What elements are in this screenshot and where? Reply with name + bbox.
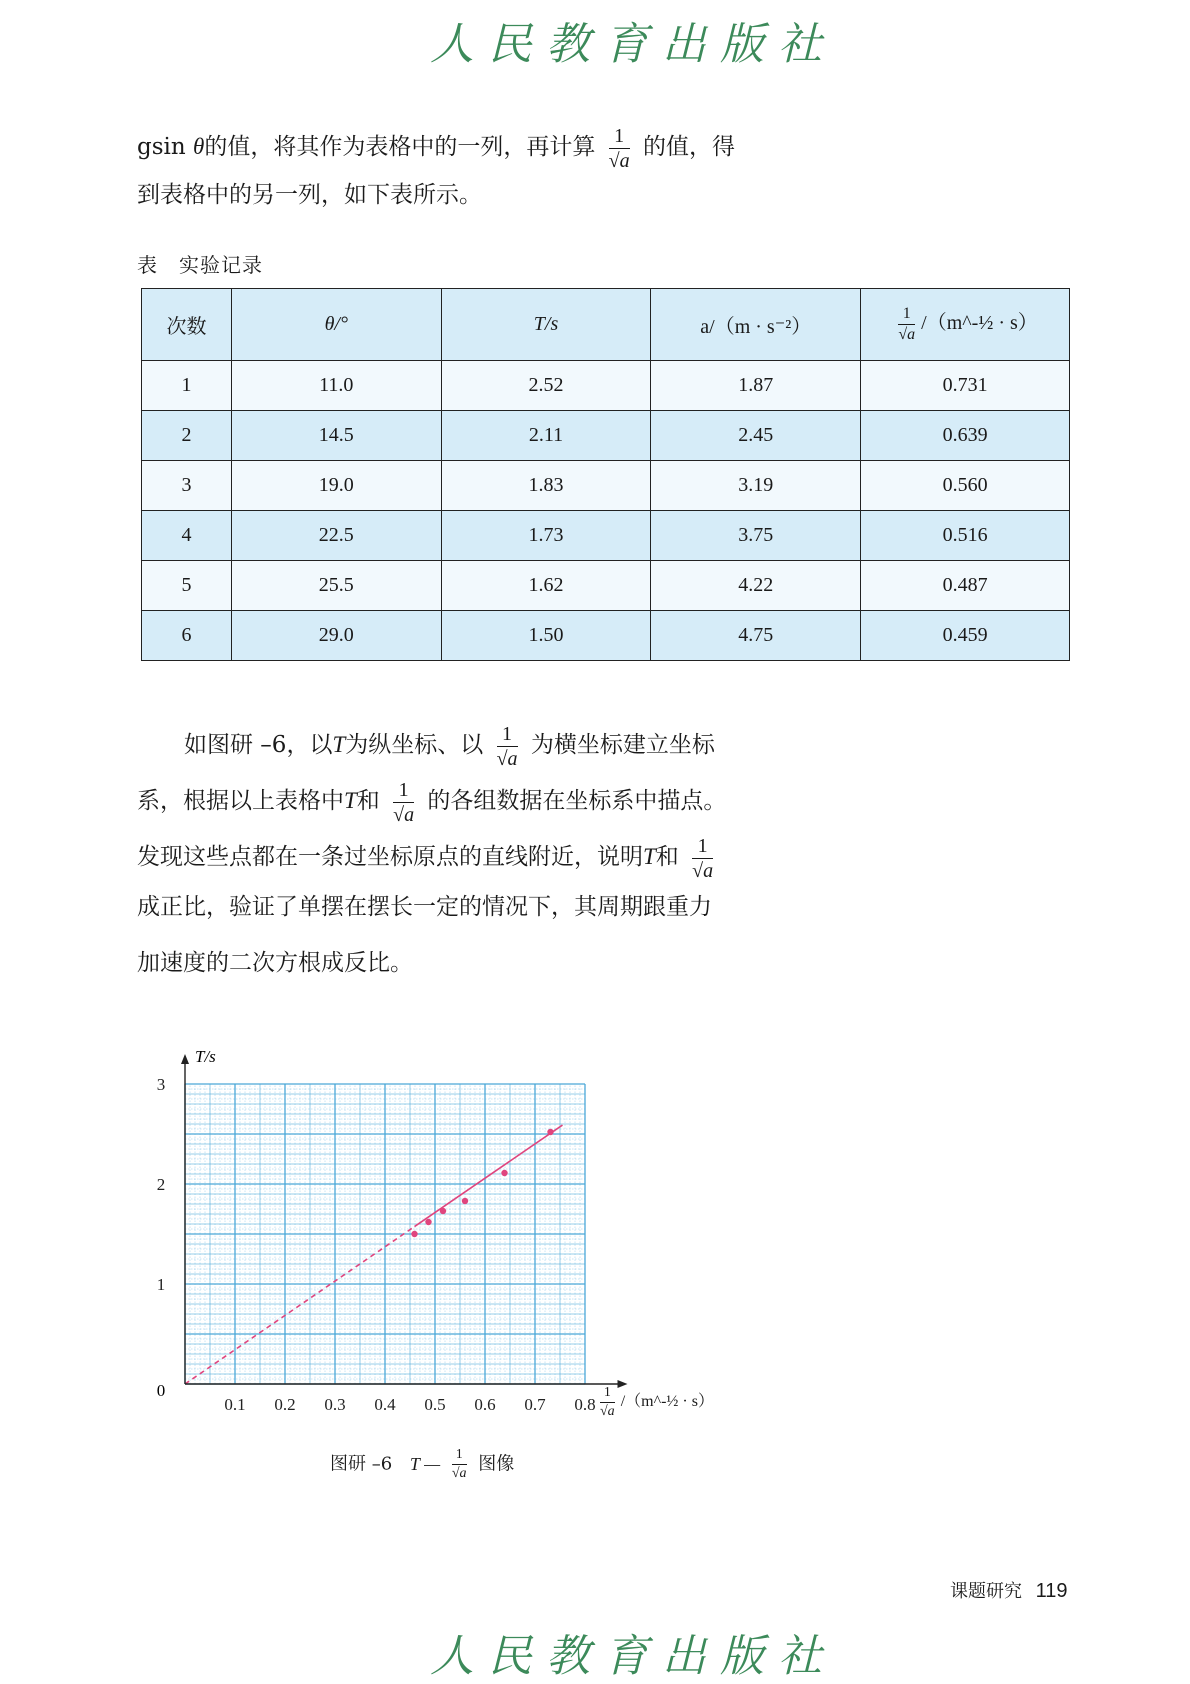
- table-cell: 11.0: [231, 361, 441, 411]
- table-cell: 1.50: [441, 611, 651, 661]
- table-row: [142, 561, 1070, 611]
- fraction-numerator: 1: [502, 722, 513, 745]
- table-caption: 表 实验记录: [137, 253, 263, 277]
- paragraph-2-line-1: [184, 722, 715, 769]
- table-row: [142, 361, 1070, 411]
- table-cell: 0.516: [861, 511, 1070, 561]
- page-number: 119: [1035, 1580, 1068, 1602]
- table-cell: 0.560: [861, 461, 1070, 511]
- text: 为横坐标建立坐标: [530, 732, 715, 758]
- fraction-inv-sqrt-a: [609, 126, 630, 171]
- text: 的值，得: [642, 134, 735, 160]
- fraction-inv-sqrt-a: [393, 780, 414, 825]
- fraction-numerator: 1: [902, 305, 911, 322]
- section-name: 课题研究: [950, 1581, 1022, 1602]
- x-tick-label: 0.4: [374, 1395, 396, 1414]
- table-cell: 4.75: [651, 611, 861, 661]
- table-cell: 5: [142, 561, 232, 611]
- table-cell: 0.487: [861, 561, 1070, 611]
- paragraph-2-line-4: 成正比，验证了单摆在摆长一定的情况下，其周期跟重力: [137, 894, 712, 920]
- caption-t: T —: [409, 1453, 441, 1474]
- text: 系，根据以上表格中: [137, 788, 344, 814]
- fraction-denominator: √a: [496, 747, 518, 770]
- fraction-inv-sqrt-a: [692, 836, 713, 881]
- table-cell: 1.83: [441, 461, 651, 511]
- fraction-inv-sqrt-a: [600, 1386, 615, 1419]
- x-tick-label: 0.1: [224, 1395, 246, 1414]
- table-cell: 0.459: [861, 611, 1070, 661]
- table-cell: 3: [142, 461, 232, 511]
- fraction-numerator: 1: [398, 778, 409, 801]
- header-count: 次数: [142, 289, 232, 361]
- table-cell: 2.52: [441, 361, 651, 411]
- theta-symbol: θ: [193, 134, 205, 159]
- fit-line-solid: [415, 1125, 563, 1227]
- x-tick-label: 0.7: [524, 1395, 546, 1414]
- paragraph-2-line-5: 加速度的二次方根成反比。: [137, 950, 413, 976]
- symbol-T: T: [643, 844, 656, 869]
- data-point: [440, 1208, 446, 1214]
- x-tick-label: 0.3: [324, 1395, 346, 1414]
- table-cell: 14.5: [231, 411, 441, 461]
- table-cell: 2.45: [651, 411, 861, 461]
- header-acceleration: a/（m · s⁻²）: [651, 289, 861, 361]
- y-tick-label: 1: [156, 1275, 166, 1294]
- x-tick-label: 0.6: [474, 1395, 496, 1414]
- table-cell: 0.639: [861, 411, 1070, 461]
- table-cell: 2.11: [441, 411, 651, 461]
- table-row: [142, 611, 1070, 661]
- origin-label: 0: [156, 1381, 166, 1400]
- y-tick-label: 2: [156, 1175, 166, 1194]
- fraction-denominator: √a: [393, 803, 415, 826]
- text: 的值，将其作为表格中的一列，再计算: [204, 134, 596, 160]
- paragraph-1-line-1: [137, 124, 735, 171]
- header-inv-sqrt-a: [861, 289, 1070, 361]
- text: gsin: [137, 134, 194, 160]
- header-unit: /（m^-½ · s）: [921, 312, 1038, 335]
- table-row: [142, 511, 1070, 561]
- data-point: [411, 1231, 417, 1237]
- y-axis-label: T/s: [195, 1047, 216, 1066]
- symbol-T: T: [332, 732, 346, 757]
- table-cell: 25.5: [231, 561, 441, 611]
- text: 和: [356, 788, 380, 814]
- t-vs-inv-sqrt-a-chart: [120, 1030, 720, 1420]
- figure-caption: [330, 1448, 514, 1481]
- publisher-header: 人民教育出版社: [430, 19, 836, 70]
- text: 为纵坐标、以: [345, 732, 484, 758]
- table-cell: 0.731: [861, 361, 1070, 411]
- page-footer: [950, 1577, 1067, 1603]
- caption-prefix: 图研 –6: [330, 1453, 393, 1475]
- table-cell: 1.73: [441, 511, 651, 561]
- x-axis-label: [594, 1386, 714, 1419]
- table-cell: 22.5: [231, 511, 441, 561]
- fraction-inv-sqrt-a: [452, 1448, 467, 1481]
- fraction-numerator: 1: [697, 834, 708, 857]
- text: 如图研 –6，以: [184, 732, 333, 758]
- table-cell: 19.0: [231, 461, 441, 511]
- publisher-footer: 人民教育出版社: [430, 1631, 836, 1682]
- fraction-numerator: 1: [603, 1385, 611, 1400]
- data-point: [462, 1198, 468, 1204]
- data-point: [501, 1170, 507, 1176]
- fraction-denominator: √a: [608, 149, 630, 172]
- table-cell: 29.0: [231, 611, 441, 661]
- header-period: T/s: [441, 289, 651, 361]
- table-cell: 4.22: [651, 561, 861, 611]
- paragraph-2-line-2: [137, 778, 726, 825]
- x-tick-label: 0.8: [574, 1395, 596, 1414]
- data-point: [425, 1219, 431, 1225]
- fraction-inv-sqrt-a: [497, 724, 518, 769]
- table-cell: 4: [142, 511, 232, 561]
- experiment-table: [141, 288, 1070, 661]
- fraction-numerator: 1: [455, 1447, 463, 1462]
- fraction-inv-sqrt-a: [898, 306, 915, 343]
- text: 和: [655, 844, 679, 870]
- fraction-denominator: √a: [600, 1404, 615, 1419]
- table-row: [142, 461, 1070, 511]
- caption-suffix: 图像: [478, 1453, 515, 1475]
- y-axis-arrow: [181, 1054, 189, 1064]
- text: 发现这些点都在一条过坐标原点的直线附近，说明: [137, 844, 643, 870]
- table-cell: 1.62: [441, 561, 651, 611]
- fraction-denominator: √a: [451, 1466, 467, 1481]
- x-tick-label: 0.2: [274, 1395, 296, 1414]
- header-theta: θ/°: [231, 289, 441, 361]
- paragraph-2-line-3: [137, 834, 719, 881]
- paragraph-1-line-2: 到表格中的另一列，如下表所示。: [137, 182, 482, 208]
- symbol-T: T: [344, 788, 357, 813]
- table-cell: 6: [142, 611, 232, 661]
- table-row: [142, 411, 1070, 461]
- table-header-row: [142, 289, 1070, 361]
- data-point: [547, 1129, 553, 1135]
- table-cell: 2: [142, 411, 232, 461]
- fraction-denominator: √a: [692, 859, 714, 882]
- x-axis-unit: /（m^-½ · s）: [620, 1393, 714, 1411]
- y-tick-label: 3: [156, 1075, 166, 1094]
- fraction-numerator: 1: [614, 124, 625, 147]
- x-tick-label: 0.5: [424, 1395, 446, 1414]
- table-cell: 3.75: [651, 511, 861, 561]
- fraction-denominator: √a: [898, 326, 916, 343]
- table-cell: 1: [142, 361, 232, 411]
- table-cell: 1.87: [651, 361, 861, 411]
- table-cell: 3.19: [651, 461, 861, 511]
- text: 的各组数据在坐标系中描点。: [427, 788, 727, 814]
